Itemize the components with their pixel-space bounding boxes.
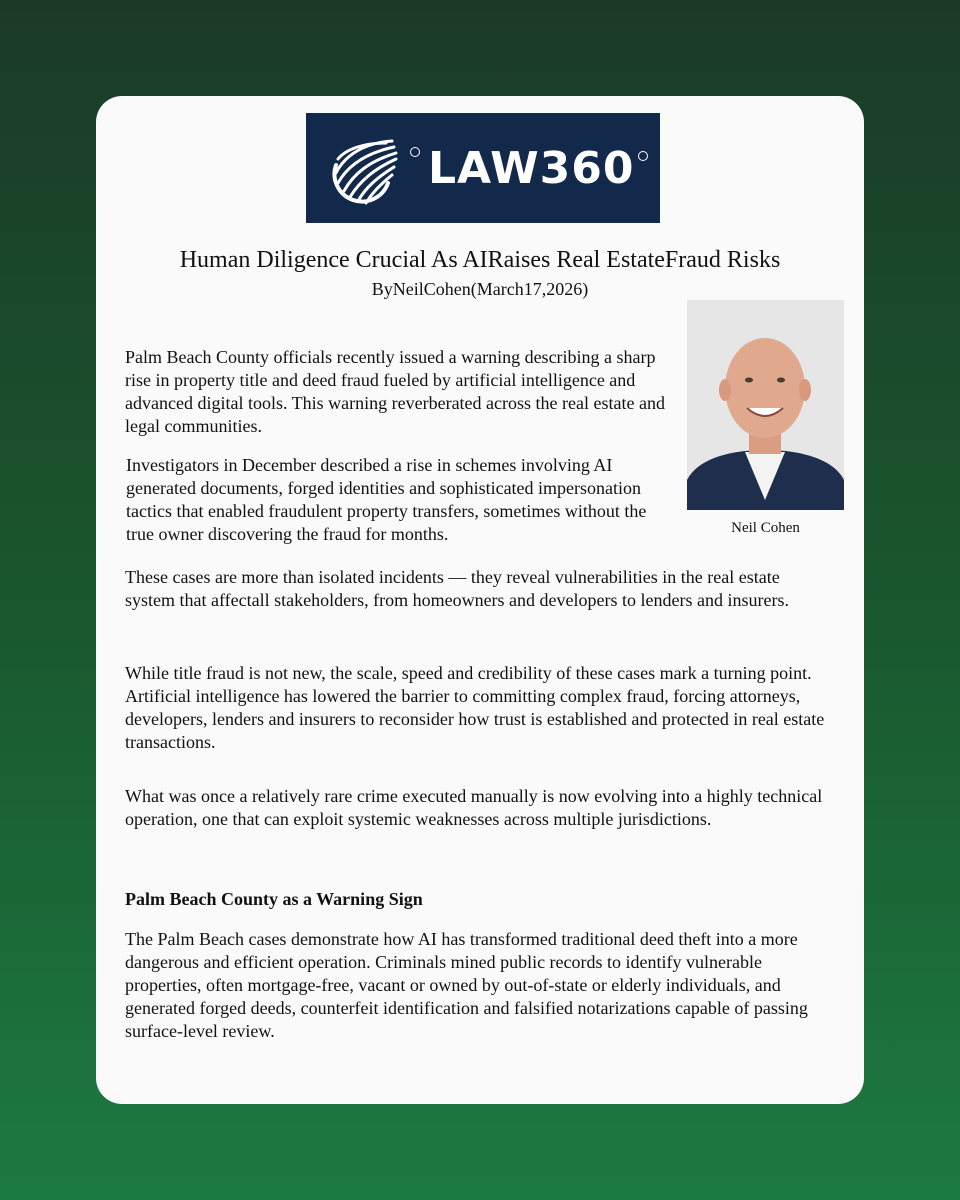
article-title: Human Diligence Crucial As AIRaises Real EstateFraud Risks	[179, 247, 781, 273]
logo-wordmark: LAW360	[428, 143, 635, 194]
registered-mark-icon	[410, 147, 420, 157]
section-heading: Palm Beach County as a Warning Sign	[125, 889, 423, 909]
article-card	[96, 96, 864, 1104]
paragraph-2: Investigators in December described a rise in schemes involving AI generated documents, forged identities and sophisticated impersonation tactics that enabled fraudulent property transfers, sometimes without the true owner discovering the fraud for months.	[126, 455, 647, 544]
author-photo	[687, 300, 844, 510]
paragraph-4: While title fraud is not new, the scale, speed and credibility of these cases mark a turning point. Artificial intelligence has lowered the barrier to committing complex fraud, forcing attorneys, developers, lenders and insurers to reconsider how trust is established and protected in real estate transactions.	[125, 663, 825, 752]
registered-mark-icon	[638, 151, 648, 161]
article-byline: ByNeilCohen(March17,2026)	[371, 279, 589, 299]
paragraph-6: The Palm Beach cases demonstrate how AI has transformed traditional deed theft into a more dangerous and efficient operation. Criminals mined public records to identify vulnerable properties, often mortgage-free, vacant or owned by out-of-state or elderly individuals, and generated forged deeds, counterfeit identification and falsified notarizations capable of passing surface-level review.	[125, 929, 808, 1041]
paragraph-1: Palm Beach County officials recently issued a warning describing a sharp rise in property title and deed fraud fueled by artificial intelligence and advanced digital tools. This warning reverberated across the real estate and legal communities.	[125, 347, 665, 436]
law360-globe-icon	[306, 113, 416, 223]
photo-caption: Neil Cohen	[731, 520, 800, 536]
paragraph-5: What was once a relatively rare crime executed manually is now evolving into a highly technical operation, one that can exploit systemic weaknesses across multiple jurisdictions.	[125, 786, 823, 829]
law360-logo	[306, 113, 660, 223]
paragraph-3: These cases are more than isolated incidents — they reveal vulnerabilities in the real estate system that affectall stakeholders, from homeowners and developers to lenders and insurers.	[125, 567, 789, 610]
